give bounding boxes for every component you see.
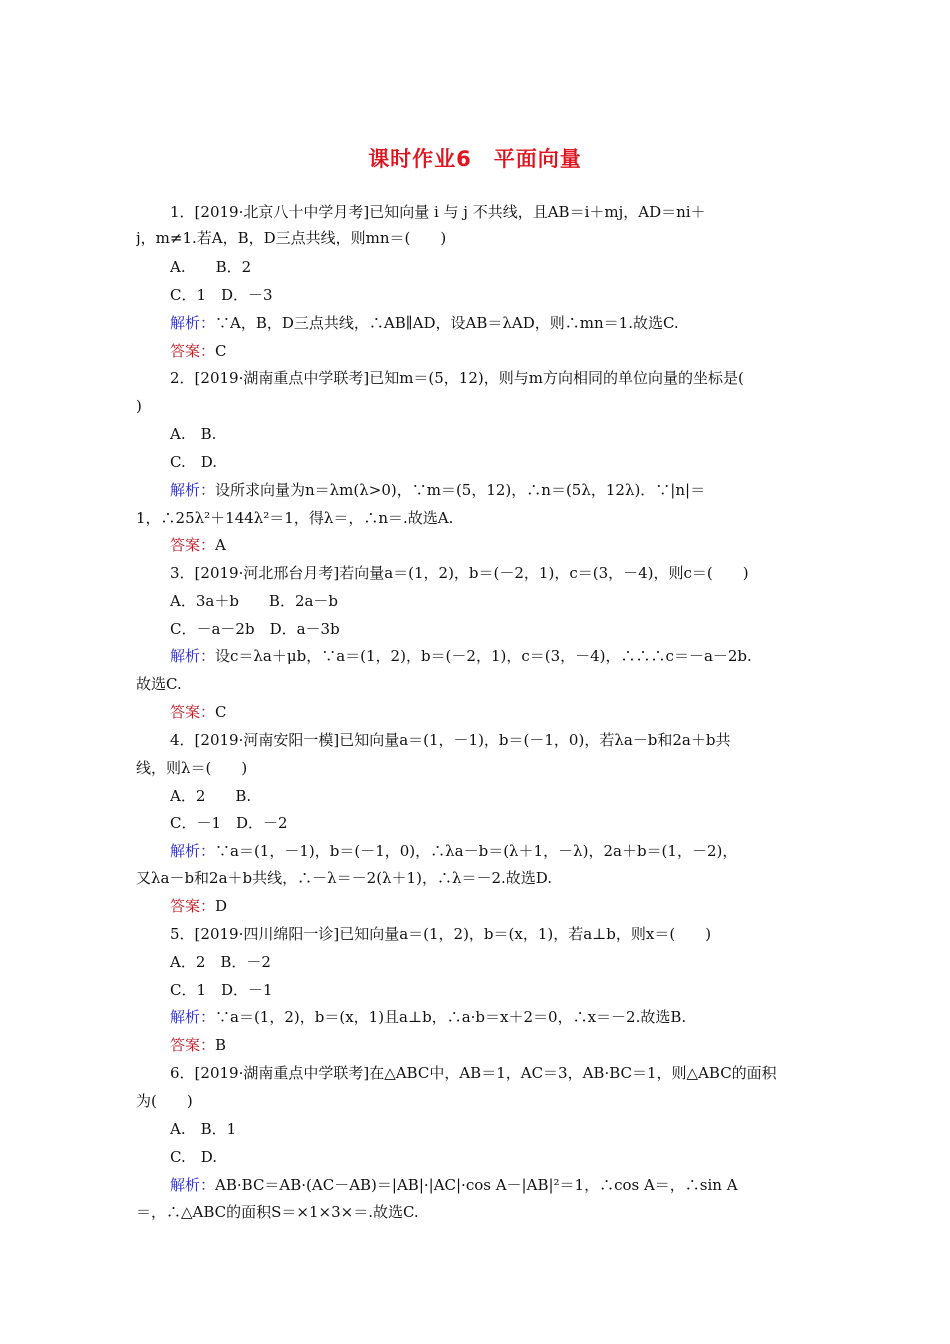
question-4-analysis-line-2: 又λa－b和2a＋b共线，∴－λ＝－2(λ＋1)，∴λ＝－2.故选D. [136,869,553,887]
analysis-text: AB·BC＝AB·(AC－AB)＝|AB|·|AC|·cos A－|AB|²＝1，∴cos A＝，∴sin A [215,1176,738,1194]
question-1-analysis [170,313,826,333]
question-5-options-line-1: A．2 B．－2 [170,953,271,971]
analysis-label: 解析： [170,647,216,665]
question-3-options-line-1: A．3a＋b B．2a－b [170,592,339,610]
question-4-options-line-2: C．－1 D．－2 [170,814,288,832]
answer-label: 答案： [170,536,216,554]
question-4-options-line-1: A．2 B. [170,787,252,805]
question-4-analysis-line-1 [170,841,826,861]
question-3-analysis-line-2: 故选C. [136,675,182,693]
answer-value: A [215,536,226,554]
question-6-stem-line-1: 6．[2019·湖南重点中学联考]在△ABC中，AB＝1，AC＝3，AB·BC＝1，则△ABC的面积 [170,1064,777,1082]
answer-label: 答案： [170,1036,216,1054]
question-6-stem-line-2: 为( ) [136,1092,193,1110]
answer-value: B [215,1036,227,1054]
analysis-text: 设c＝λa＋μb，∵a＝(1，2)，b＝(－2，1)，c＝(3，－4)，∴∴∴c＝－a－2b. [215,647,752,665]
question-6-options-line-1: A. B．1 [170,1120,237,1138]
answer-value: C [215,703,227,721]
analysis-text: ∵a＝(1，－1)，b＝(－1，0)，∴λa－b＝(λ＋1，－λ)，2a＋b＝(1，－2)， [215,842,738,860]
question-4-stem-line-2: 线，则λ＝( ) [136,759,248,777]
question-2-stem-line-1: 2．[2019·湖南重点中学联考]已知m＝(5，12)，则与m方向相同的单位向量的坐标是( [170,369,744,387]
question-1-options-line-2: C．1 D．－3 [170,286,273,304]
question-1-answer [170,341,826,361]
question-6-analysis-line-1 [170,1175,826,1195]
answer-value: C [215,342,227,360]
analysis-text: 设所求向量为n＝λm(λ>0)，∵m＝(5，12)，∴n＝(5λ，12λ)．∵|n|＝ [215,481,706,499]
question-2-analysis-line-1 [170,480,826,500]
question-4-answer [170,896,826,916]
analysis-label: 解析： [170,314,216,332]
question-2-analysis-line-2: 1，∴25λ²＋144λ²＝1，得λ＝，∴n＝.故选A. [136,509,454,527]
question-4-stem-line-1: 4．[2019·河南安阳一模]已知向量a＝(1，－1)，b＝(－1，0)，若λa－b和2a＋b共 [170,731,731,749]
question-5-analysis [170,1007,826,1027]
question-1-options-line-1: A. B．2 [170,258,252,276]
question-2-options-line-2: C. D. [170,453,217,471]
answer-value: D [215,897,228,915]
question-3-analysis-line-1 [170,646,826,666]
question-5-options-line-2: C．1 D．－1 [170,981,273,999]
question-1-stem-line-1: 1．[2019·北京八十中学月考]已知向量 i 与 j 不共线，且AB＝i＋mj，AD＝ni＋ [170,203,706,221]
page-title: 课时作业6 平面向量 [368,147,582,171]
analysis-text: ∵A，B，D三点共线，∴AB∥AD，设AB＝λAD，则∴mn＝1.故选C. [215,314,679,332]
analysis-label: 解析： [170,842,216,860]
question-2-options-line-1: A. B. [170,425,217,443]
question-5-stem-line-1: 5．[2019·四川绵阳一诊]已知向量a＝(1，2)，b＝(x，1)，若a⊥b，则x＝( ) [170,925,712,943]
question-3-options-line-2: C．－a－2b D．a－3b [170,620,340,638]
answer-label: 答案： [170,897,216,915]
analysis-label: 解析： [170,1176,216,1194]
question-6-options-line-2: C. D. [170,1148,217,1166]
question-2-answer [170,535,826,555]
question-2-stem-line-2: ) [136,397,142,415]
answer-label: 答案： [170,342,216,360]
answer-label: 答案： [170,703,216,721]
question-3-answer [170,702,826,722]
question-6-analysis-line-2: ＝，∴△ABC的面积S＝×1×3×＝.故选C. [136,1203,419,1221]
analysis-text: ∵a＝(1，2)，b＝(x，1)且a⊥b，∴a·b＝x＋2＝0，∴x＝－2.故选B. [215,1008,687,1026]
question-5-answer [170,1035,826,1055]
question-1-stem-line-2: j，m≠1.若A，B，D三点共线，则mn＝( ) [136,229,447,247]
question-3-stem-line-1: 3．[2019·河北邢台月考]若向量a＝(1，2)，b＝(－2，1)，c＝(3，－4)，则c＝( ) [170,564,749,582]
analysis-label: 解析： [170,1008,216,1026]
analysis-label: 解析： [170,481,216,499]
